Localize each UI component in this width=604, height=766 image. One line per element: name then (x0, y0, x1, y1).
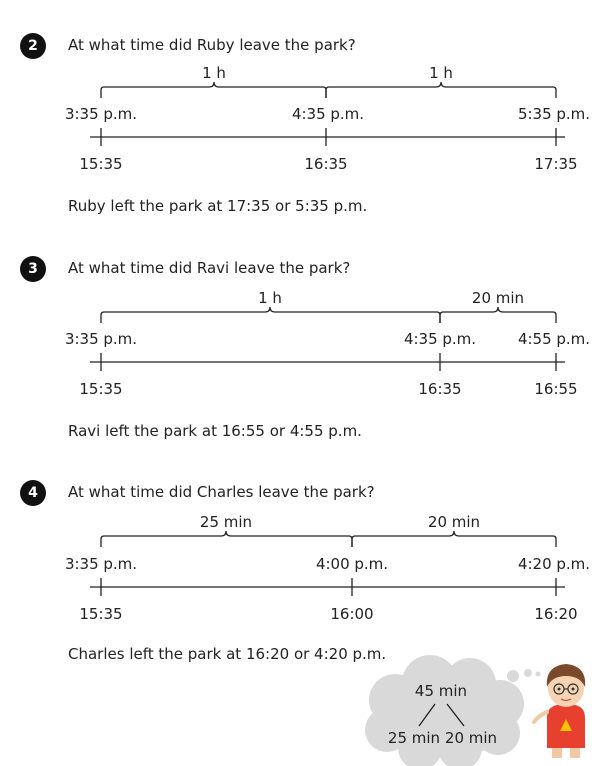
time-label-24h: 16:00 (330, 605, 374, 623)
question-text: At what time did Ruby leave the park? (68, 36, 356, 54)
answer-text: Ravi left the park at 16:55 or 4:55 p.m. (68, 422, 362, 440)
question-text: At what time did Charles leave the park? (68, 483, 375, 501)
answer-text: Ruby left the park at 17:35 or 5:35 p.m. (68, 197, 368, 215)
interval-label: 1 h (429, 64, 453, 82)
interval-label: 1 h (258, 289, 282, 307)
number-bond-part: 20 min (444, 729, 498, 747)
time-label-12h: 3:35 p.m. (64, 555, 138, 573)
question-number: 4 (28, 485, 38, 501)
answer-text: Charles left the park at 16:20 or 4:20 p.m. (68, 645, 387, 663)
interval-label: 25 min (199, 513, 253, 531)
question-number: 3 (28, 261, 38, 277)
thought-dot (524, 669, 532, 677)
time-label-24h: 15:35 (79, 155, 123, 173)
time-label-24h: 17:35 (534, 155, 578, 173)
time-label-12h: 4:35 p.m. (403, 330, 477, 348)
number-bond-total: 45 min (414, 682, 468, 700)
time-label-24h: 16:35 (304, 155, 348, 173)
interval-label: 20 min (471, 289, 525, 307)
time-label-24h: 16:20 (534, 605, 578, 623)
time-label-24h: 15:35 (79, 605, 123, 623)
question-number: 2 (28, 38, 38, 54)
interval-label: 20 min (427, 513, 481, 531)
time-label-12h: 4:55 p.m. (517, 330, 591, 348)
time-label-12h: 3:35 p.m. (64, 330, 138, 348)
thought-dot (536, 672, 541, 677)
time-label-12h: 3:35 p.m. (64, 105, 138, 123)
thought-cloud (365, 655, 524, 766)
time-label-24h: 15:35 (79, 380, 123, 398)
boy-character (534, 664, 585, 758)
time-label-24h: 16:55 (534, 380, 578, 398)
interval-label: 1 h (202, 64, 226, 82)
question-text: At what time did Ravi leave the park? (68, 259, 351, 277)
number-bond-part: 25 min (387, 729, 441, 747)
thought-dot (507, 670, 519, 682)
time-label-12h: 5:35 p.m. (517, 105, 591, 123)
time-label-12h: 4:20 p.m. (517, 555, 591, 573)
time-label-12h: 4:35 p.m. (291, 105, 365, 123)
time-label-24h: 16:35 (418, 380, 462, 398)
time-label-12h: 4:00 p.m. (315, 555, 389, 573)
